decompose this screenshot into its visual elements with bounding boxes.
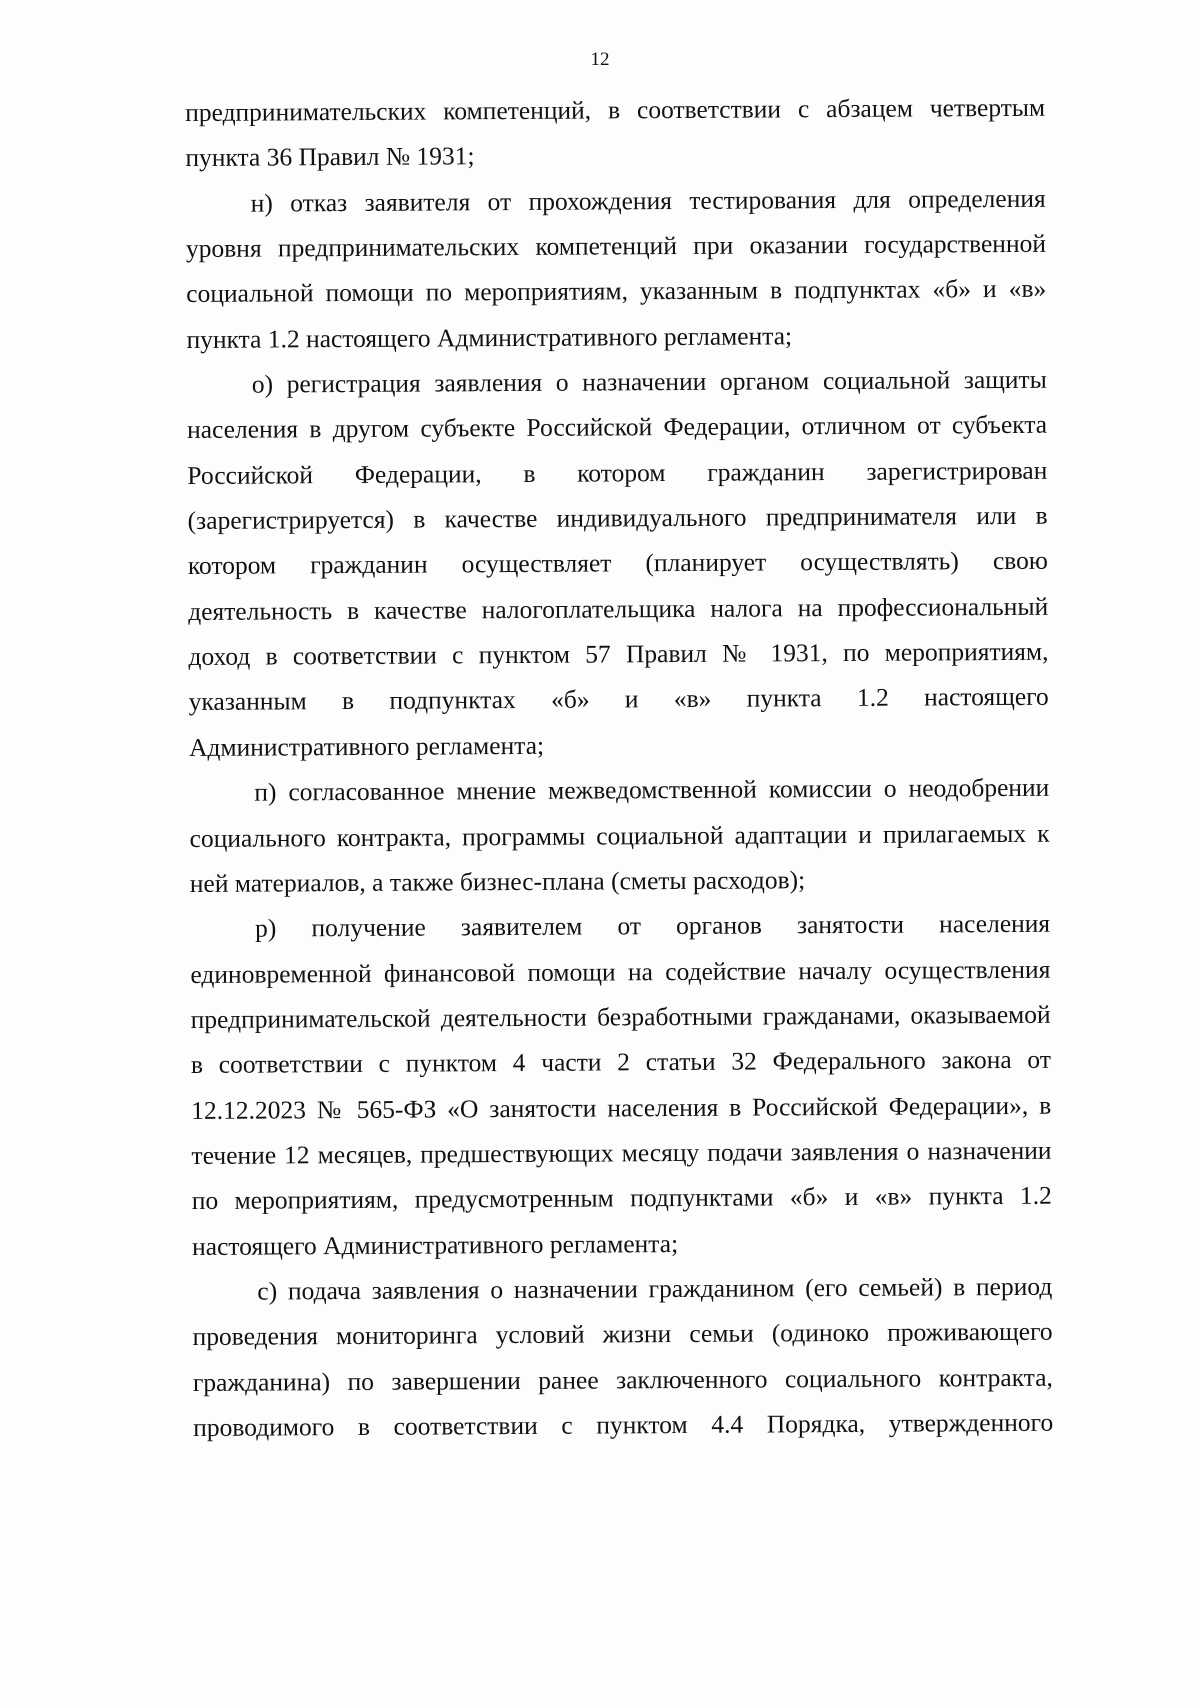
text-line: течение 12 месяцев, предшествующих месяцу подачи заявления о назначении <box>191 1135 1052 1170</box>
text-line: Административного регламента; <box>188 730 545 762</box>
text-line: доход в соответствии с пунктом 57 Правил № 1931, по мероприятиям, <box>188 636 1049 672</box>
text-line: ней материалов, а также бизнес-плана (сметы расходов); <box>189 865 806 898</box>
text-line: по мероприятиям, предусмотренным подпунктами «б» и «в» пункта 1.2 <box>191 1180 1052 1216</box>
text-line: пункта 36 Правил № 1931; <box>185 141 475 173</box>
text-line: населения в другом субъекте Российской Федерации, отличном от субъекта <box>186 410 1048 445</box>
text-line: уровня предпринимательских компетенций при оказании государственной <box>185 228 1047 264</box>
text-line: социального контракта, программы социальной адаптации и прилагаемых к <box>189 818 1050 853</box>
text-line: с) подача заявления о назначении гражданином (его семьей) в период <box>257 1271 1053 1306</box>
text-line: предпринимательских компетенций, в соответствии с абзацем четвертым <box>185 92 1046 127</box>
text-line: (зарегистрируется) в качестве индивидуального предпринимателя или в <box>187 500 1048 536</box>
text-line: пункта 1.2 настоящего Административного регламента; <box>186 321 793 354</box>
body-text <box>185 85 1053 1451</box>
text-line: р) получение заявителем от органов занятости населения <box>255 908 1051 943</box>
text-line: гражданина) по завершении ранее заключенного социального контракта, <box>192 1362 1053 1397</box>
page-number: 12 <box>590 49 610 70</box>
text-line: п) согласованное мнение межведомственной комиссии о неодобрении <box>254 772 1050 807</box>
text-line: о) регистрация заявления о назначении органом социальной защиты <box>251 364 1047 399</box>
text-line: настоящего Административного регламента; <box>191 1228 679 1261</box>
text-line: предпринимательской деятельности безработными гражданами, оказываемой <box>190 999 1051 1034</box>
text-line: в соответствии с пунктом 4 части 2 статьи 32 Федерального закона от <box>190 1044 1052 1080</box>
text-line: социальной помощи по мероприятиям, указанным в подпунктах «б» и «в» <box>186 274 1047 309</box>
text-line: деятельность в качестве налогоплательщика налога на профессиональный <box>188 591 1049 626</box>
text-line: указанным в подпунктах «б» и «в» пункта 1.2 настоящего <box>188 682 1049 717</box>
text-line: 12.12.2023 № 565-ФЗ «О занятости населения в Российской Федерации», в <box>191 1090 1052 1125</box>
text-line: н) отказ заявителя от прохождения тестирования для определения <box>250 183 1046 218</box>
text-line: проводимого в соответствии с пунктом 4.4 Порядка, утвержденного <box>193 1407 1054 1442</box>
text-line: Российской Федерации, в котором гражданин зарегистрирован <box>187 455 1048 490</box>
text-line: котором гражданин осуществляет (планирует осуществлять) свою <box>187 546 1048 581</box>
text-line: проведения мониторинга условий жизни семьи (одиноко проживающего <box>192 1317 1053 1352</box>
text-line: единовременной финансовой помощи на содействие началу осуществления <box>190 954 1051 989</box>
